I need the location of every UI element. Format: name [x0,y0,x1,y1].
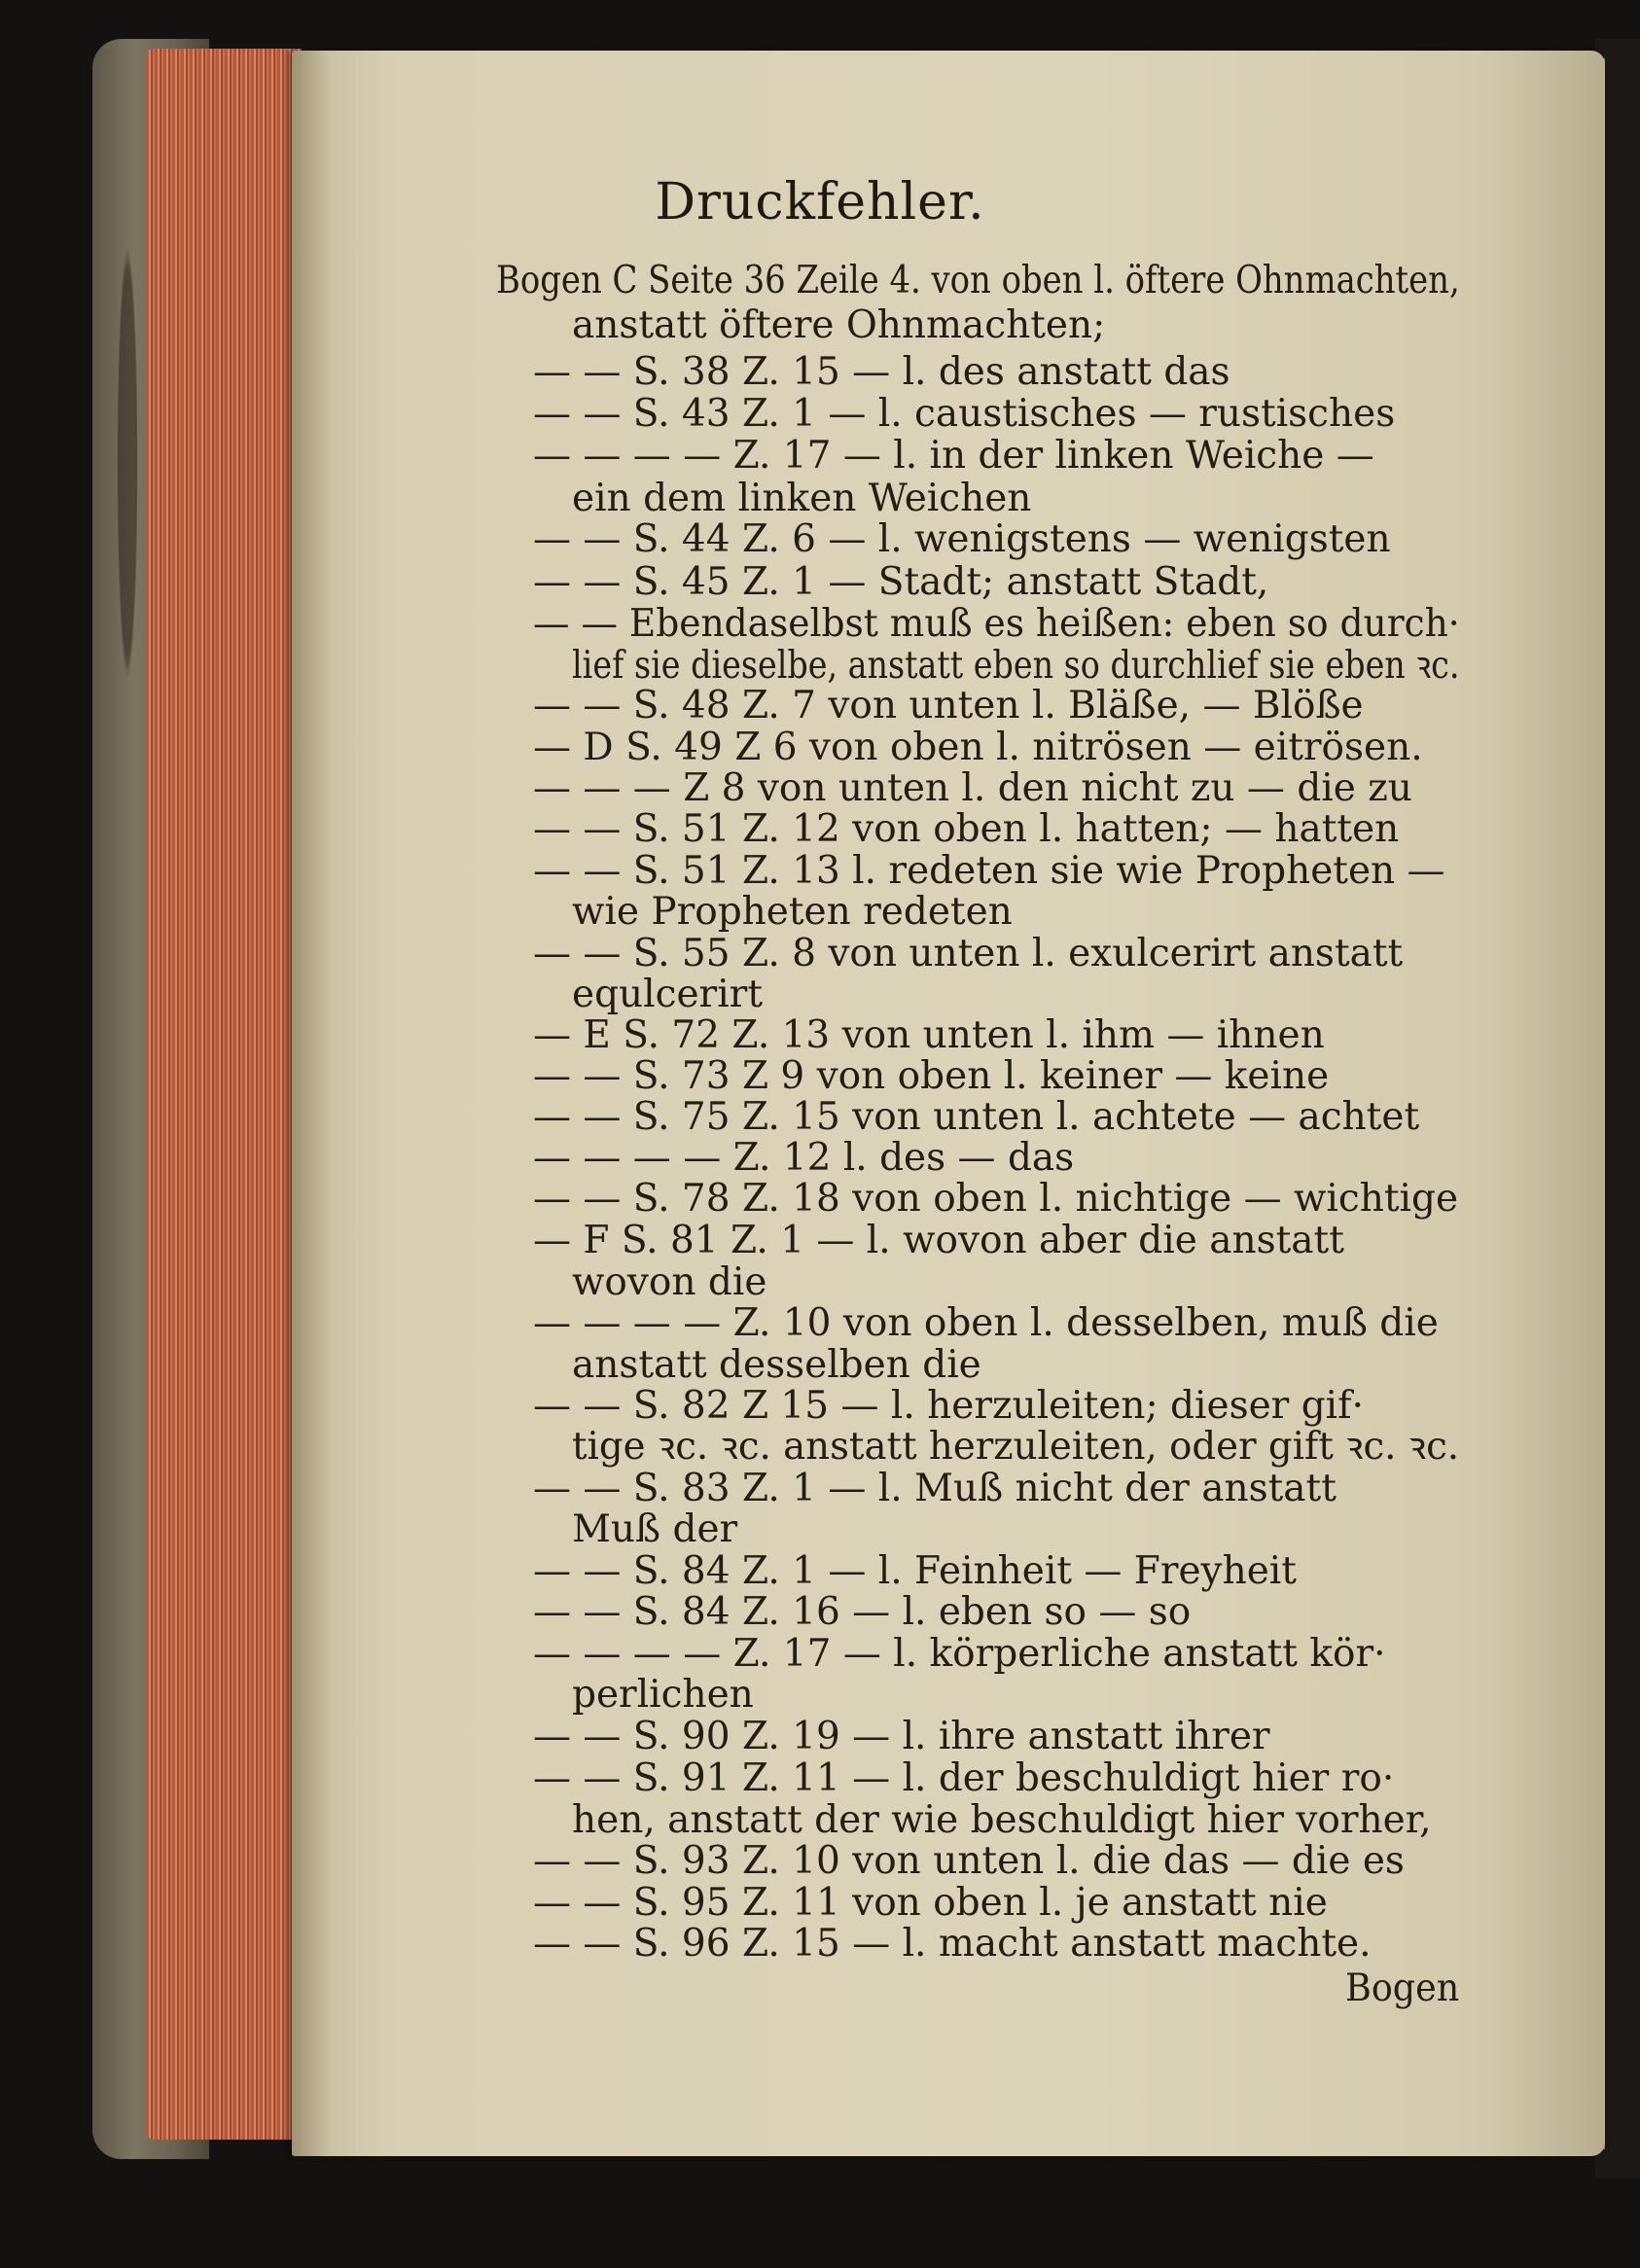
errata-line: — — S. 45 Z. 1 — Stadt; anstatt Stadt, [533,560,1269,604]
errata-line: — — Ebendaselbst muß es heißen: eben so durch· [533,602,1460,646]
errata-line: — — S. 38 Z. 15 — l. des anstatt das [533,350,1230,394]
errata-line: — — S. 44 Z. 6 — l. wenigstens — wenigsten [533,517,1391,561]
errata-line: — — S. 82 Z 15 — l. herzuleiten; dieser gif· [533,1384,1364,1428]
errata-line: — — S. 84 Z. 16 — l. eben so — so [533,1590,1192,1634]
errata-line: — — S. 91 Z. 11 — l. der beschuldigt hier ro· [533,1756,1395,1800]
errata-line: wovon die [572,1260,767,1304]
errata-line: — — S. 75 Z. 15 von unten l. achtete — achtet [533,1095,1420,1139]
errata-line: — — S. 83 Z. 1 — l. Muß nicht der anstatt [533,1467,1337,1510]
errata-line: equlcerirt [572,973,763,1016]
errata-line: — — — — Z. 17 — l. körperliche anstatt kör· [533,1632,1386,1676]
errata-line: ein dem linken Weichen [572,477,1032,520]
errata-line: — — — Z 8 von unten l. den nicht zu — die zu [533,766,1412,810]
errata-line: — — S. 96 Z. 15 — l. macht anstatt machte. [533,1922,1372,1966]
errata-line: — — — — Z. 12 l. des — das [533,1136,1075,1180]
page-edges [146,49,302,2140]
catchword: Bogen [1345,1967,1460,2010]
errata-line: perlichen [572,1673,754,1717]
errata-line: tige ꝛc. ꝛc. anstatt herzuleiten, oder gift ꝛc. ꝛc. [572,1425,1460,1469]
errata-line: — — S. 84 Z. 1 — l. Feinheit — Freyheit [533,1549,1297,1593]
errata-line: — — S. 73 Z 9 von oben l. keiner — keine [533,1054,1330,1098]
gutter-shadow [292,51,331,2156]
errata-line: — — S. 51 Z. 13 l. redeten sie wie Propheten — [533,849,1445,893]
errata-line: — — S. 95 Z. 11 von oben l. je anstatt nie [533,1881,1328,1925]
errata-line: — F S. 81 Z. 1 — l. wovon aber die anstatt [533,1219,1344,1262]
errata-line: — — S. 93 Z. 10 von unten l. die das — die es [533,1839,1405,1883]
errata-line: — E S. 72 Z. 13 von unten l. ihm — ihnen [533,1013,1325,1057]
errata-line: Muß der [572,1507,738,1551]
errata-line: — — S. 48 Z. 7 von unten l. Bläße, — Blöße [533,684,1364,727]
errata-line: — — S. 51 Z. 12 von oben l. hatten; — hatten [533,807,1400,851]
page-title: Druckfehler. [655,173,985,231]
errata-line: — — S. 78 Z. 18 von oben l. nichtige — wichtige [533,1177,1459,1221]
errata-line: lief sie dieselbe, anstatt eben so durchlief sie eben ꝛc. [572,644,1460,688]
errata-line: — — S. 55 Z. 8 von unten l. exulcerirt anstatt [533,932,1404,975]
errata-line: — — S. 43 Z. 1 — l. caustisches — rustisches [533,392,1396,436]
errata-line: hen, anstatt der wie beschuldigt hier vorher, [572,1798,1432,1842]
errata-line: — — — — Z. 10 von oben l. desselben, muß die [533,1301,1439,1345]
errata-line: anstatt öftere Ohnmachten; [572,303,1106,347]
errata-line: Bogen C Seite 36 Zeile 4. von oben l. öftere Ohnmachten, [496,259,1460,302]
errata-line: — D S. 49 Z 6 von oben l. nitrösen — eitrösen. [533,726,1423,769]
errata-line: anstatt desselben die [572,1343,981,1387]
errata-line: — — S. 90 Z. 19 — l. ihre anstatt ihrer [533,1715,1270,1758]
errata-line: wie Propheten redeten [572,890,1013,934]
errata-line: — — — — Z. 17 — l. in der linken Weiche — [533,434,1374,478]
